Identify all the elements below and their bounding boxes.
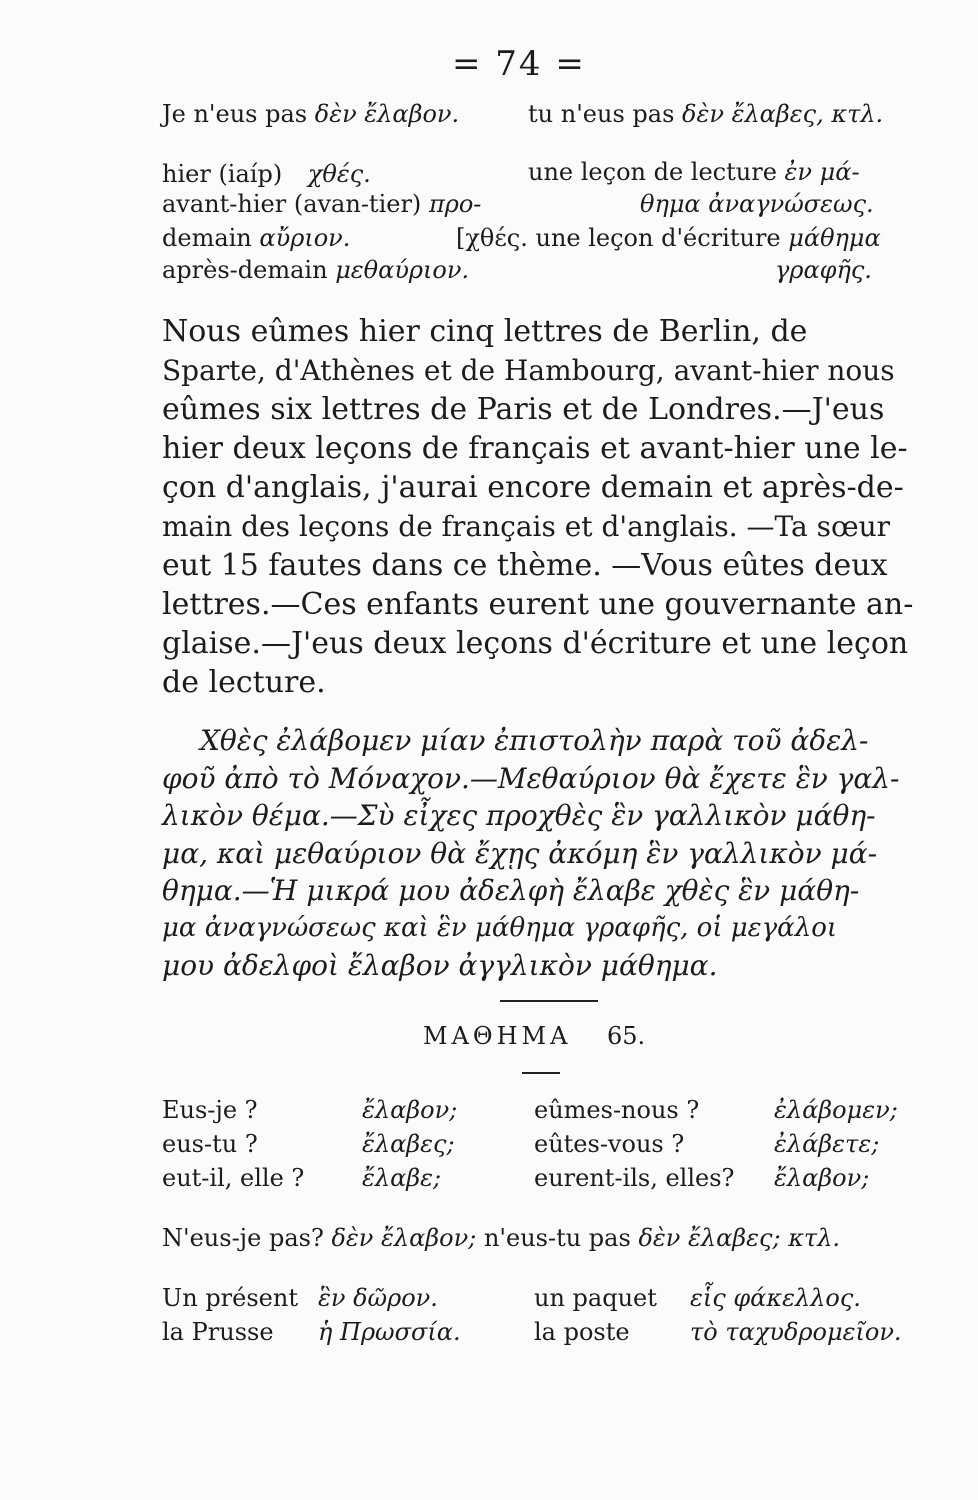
vocab-right-0 xyxy=(528,158,860,186)
vocab-bottom-fr1: Un présent xyxy=(162,1284,298,1312)
vocab-bottom-gr1: ἓν δῶρον. xyxy=(318,1284,438,1312)
conj-gr2: ἐλάβομεν; xyxy=(774,1096,898,1124)
header-line-right xyxy=(528,100,883,128)
text-line: de lecture. xyxy=(162,665,326,700)
vocab-gr: προ- xyxy=(428,190,482,218)
french-exercise xyxy=(162,312,913,702)
vocab-bottom-gr2: εἷς φάκελλος. xyxy=(690,1284,861,1312)
conj-fr2: eûmes-nous ? xyxy=(534,1096,700,1124)
text-line: eûmes six lettres de Paris et de Londres.—J'eus xyxy=(162,392,885,427)
neg-a-fr: N'eus-je pas? xyxy=(162,1224,324,1252)
vocab-bottom-fr2: un paquet xyxy=(534,1284,657,1312)
conj-gr2: ἔλαβον; xyxy=(774,1164,870,1192)
header-a-fr: Je n'eus pas xyxy=(162,100,308,128)
text-line: glaise.—J'eus deux leçons d'écriture et une leçon xyxy=(162,626,909,661)
conj-fr2: eurent-ils, elles? xyxy=(534,1164,735,1192)
vocab-left-1 xyxy=(162,190,481,218)
lesson-number: 65. xyxy=(607,1022,646,1050)
header-b-fr: tu n'eus pas xyxy=(528,100,675,128)
vocab-gr: αὔριον. xyxy=(259,224,351,252)
vocab-right-3: γραφῆς. xyxy=(775,256,872,284)
vocab-left-2 xyxy=(162,224,350,252)
vocab-bottom-fr1: la Prusse xyxy=(162,1318,274,1346)
vocab-left-0 xyxy=(162,160,371,188)
vocab-fr: avant-hier (avan-tier) xyxy=(162,190,422,218)
conj-fr1: eus-tu ? xyxy=(162,1130,258,1158)
vocab-bottom-fr2: la poste xyxy=(534,1318,630,1346)
header-line xyxy=(162,100,459,128)
conj-fr2: eûtes-vous ? xyxy=(534,1130,685,1158)
neg-b-fr: n'eus-tu pas xyxy=(483,1224,631,1252)
divider xyxy=(500,1000,598,1002)
vocab-right-1: θημα ἀναγνώσεως. xyxy=(640,190,874,218)
text-line: çon d'anglais, j'aurai encore demain et après-de- xyxy=(162,470,904,505)
vocab-fr: [χθές. une leçon d'écriture xyxy=(456,224,781,252)
neg-b-gr: δὲν ἔλαβες; κτλ. xyxy=(638,1224,841,1252)
text-line: λικὸν θέμα.—Σὺ εἶχες προχθὲς ἓν γαλλικὸν μάθη- xyxy=(162,799,876,832)
divider xyxy=(522,1072,560,1074)
text-line: lettres.—Ces enfants eurent une gouvernante an- xyxy=(162,587,914,622)
vocab-gr: χθές. xyxy=(307,160,371,188)
vocab-gr: μάθημα xyxy=(788,224,881,252)
conj-fr1: eut-il, elle ? xyxy=(162,1164,305,1192)
conj-gr1: ἔλαβον; xyxy=(362,1096,458,1124)
text-line: Nous eûmes hier cinq lettres de Berlin, de xyxy=(162,314,808,349)
conj-gr1: ἔλαβες; xyxy=(362,1130,455,1158)
vocab-gr: ἐν μά- xyxy=(784,158,860,186)
vocab-bottom-gr2: τὸ ταχυδρομεῖον. xyxy=(690,1318,902,1346)
header-b-gr: δὲν ἔλαβες, κτλ. xyxy=(682,100,884,128)
text-line: φοῦ ἀπὸ τὸ Μόναχον.—Μεθαύριον θὰ ἔχετε ἓν γαλ- xyxy=(162,761,900,795)
vocab-fr: hier (iaíp) xyxy=(162,160,283,188)
vocab-fr: après-demain xyxy=(162,256,328,284)
vocab-right-2 xyxy=(456,224,881,252)
vocab-fr: demain xyxy=(162,224,252,252)
text-line: θημα.—Ἡ μικρά μου ἀδελφὴ ἔλαβε χθὲς ἓν μάθη- xyxy=(162,874,860,907)
vocab-gr: μεθαύριον. xyxy=(335,256,470,284)
text-line: μα, καὶ μεθαύριον θὰ ἔχῃς ἀκόμη ἓν γαλλικὸν μά- xyxy=(162,836,878,870)
negation-line xyxy=(162,1224,840,1252)
conj-gr1: ἔλαβε; xyxy=(362,1164,442,1192)
vocab-fr: une leçon de lecture xyxy=(528,158,777,186)
lesson-title: ΜΑΘΗΜΑ xyxy=(423,1022,572,1050)
text-line: main des leçons de français et d'anglais. —Ta sœur xyxy=(162,510,891,543)
page-number: = 74 = xyxy=(452,44,586,84)
vocab-left-3 xyxy=(162,256,469,284)
neg-a-gr: δὲν ἔλαβον; xyxy=(331,1224,477,1252)
vocab-bottom-gr1: ἡ Πρωσσία. xyxy=(318,1318,461,1346)
text-line: hier deux leçons de français et avant-hier une le- xyxy=(162,431,908,466)
header-a-gr: δὲν ἔλαβον. xyxy=(314,100,460,128)
text-line: eut 15 fautes dans ce thème. —Vous eûtes deux xyxy=(162,548,888,583)
conj-fr1: Eus-je ? xyxy=(162,1096,258,1124)
text-line: μου ἀδελφοὶ ἔλαβον ἀγγλικὸν μάθημα. xyxy=(162,949,718,982)
text-line: μα ἀναγνώσεως καὶ ἓν μάθημα γραφῆς, οἱ μεγάλοι xyxy=(162,912,838,943)
conj-gr2: ἐλάβετε; xyxy=(774,1130,880,1158)
text-line: Sparte, d'Athènes et de Hambourg, avant-hier nous xyxy=(162,354,895,387)
greek-exercise xyxy=(162,722,900,985)
text-line: Χθὲς ἐλάβομεν μίαν ἐπιστολὴν παρὰ τοῦ ἀδελ- xyxy=(200,724,869,757)
